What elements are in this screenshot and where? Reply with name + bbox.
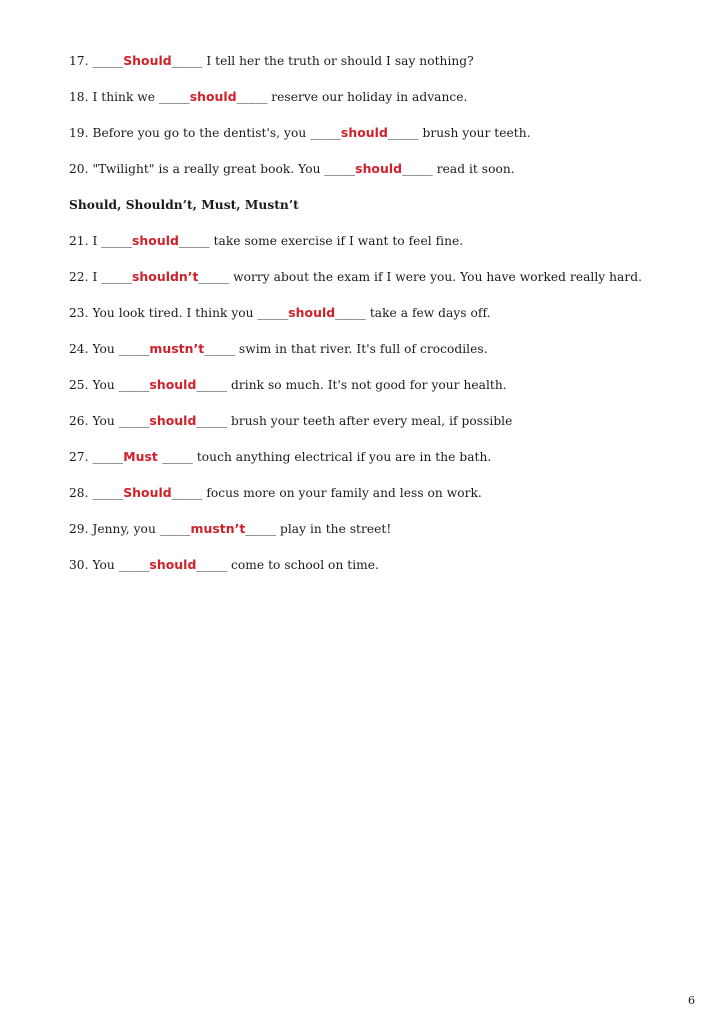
item-suffix: _____ drink so much. It's not good for your health. bbox=[196, 378, 507, 392]
exercise-item-19 bbox=[69, 125, 531, 141]
answer-text: should bbox=[355, 161, 403, 176]
item-prefix: 27. _____ bbox=[69, 450, 124, 464]
answer-text: mustn’t bbox=[149, 341, 205, 356]
item-suffix: _____ take a few days off. bbox=[335, 306, 491, 320]
exercise-item-26 bbox=[69, 413, 512, 429]
exercise-item-30 bbox=[69, 557, 379, 573]
item-suffix: _____ brush your teeth after every meal, if possible bbox=[196, 414, 513, 428]
answer-text: should bbox=[149, 377, 197, 392]
exercise-item-18 bbox=[69, 89, 467, 105]
item-prefix: 25. You _____ bbox=[69, 378, 150, 392]
item-prefix: 26. You _____ bbox=[69, 414, 150, 428]
item-prefix: 20. "Twilight" is a really great book. You _____ bbox=[69, 162, 356, 176]
answer-text: should bbox=[149, 413, 197, 428]
section-heading: Should, Shouldn’t, Must, Mustn’t bbox=[69, 198, 299, 212]
item-suffix: _____ come to school on time. bbox=[196, 558, 379, 572]
item-prefix: 21. I _____ bbox=[69, 234, 132, 248]
answer-text: shouldn’t bbox=[131, 269, 199, 284]
item-prefix: 19. Before you go to the dentist's, you _____ bbox=[69, 126, 341, 140]
exercise-item-28 bbox=[69, 485, 482, 501]
answer-text: Should bbox=[123, 485, 172, 500]
item-prefix: 28. _____ bbox=[69, 486, 124, 500]
item-suffix: _____ touch anything electrical if you are in the bath. bbox=[162, 450, 492, 464]
exercise-item-22 bbox=[69, 269, 642, 285]
answer-text: should bbox=[340, 125, 388, 140]
exercise-item-29 bbox=[69, 521, 391, 537]
exercise-item-25 bbox=[69, 377, 507, 393]
item-prefix: 22. I _____ bbox=[69, 270, 132, 284]
item-suffix: _____ brush your teeth. bbox=[387, 126, 531, 140]
item-suffix: _____ focus more on your family and less on work. bbox=[171, 486, 482, 500]
item-suffix: _____ worry about the exam if I were you. You have worked really hard. bbox=[198, 270, 643, 284]
exercise-item-27 bbox=[69, 449, 491, 465]
item-prefix: 29. Jenny, you _____ bbox=[69, 522, 191, 536]
exercise-item-20 bbox=[69, 161, 515, 177]
item-prefix: 17. _____ bbox=[69, 54, 124, 68]
item-prefix: 18. I think we _____ bbox=[69, 90, 190, 104]
answer-text: mustn’t bbox=[190, 521, 246, 536]
answer-text: Must bbox=[123, 449, 163, 464]
answer-text: Should bbox=[123, 53, 172, 68]
exercise-item-21 bbox=[69, 233, 463, 249]
item-prefix: 23. You look tired. I think you _____ bbox=[69, 306, 289, 320]
item-prefix: 24. You _____ bbox=[69, 342, 150, 356]
exercise-item-23 bbox=[69, 305, 491, 321]
item-prefix: 30. You _____ bbox=[69, 558, 150, 572]
item-suffix: _____ reserve our holiday in advance. bbox=[236, 90, 468, 104]
answer-text: should bbox=[149, 557, 197, 572]
exercise-item-17 bbox=[69, 53, 474, 69]
answer-text: should bbox=[131, 233, 179, 248]
item-suffix: _____ swim in that river. It's full of crocodiles. bbox=[204, 342, 488, 356]
item-suffix: _____ take some exercise if I want to feel fine. bbox=[178, 234, 464, 248]
exercise-item-24 bbox=[69, 341, 488, 357]
item-suffix: _____ play in the street! bbox=[245, 522, 392, 536]
answer-text: should bbox=[288, 305, 336, 320]
item-suffix: _____ I tell her the truth or should I say nothing? bbox=[171, 54, 474, 68]
page-number: 6 bbox=[688, 994, 695, 1007]
answer-text: should bbox=[189, 89, 237, 104]
item-suffix: _____ read it soon. bbox=[402, 162, 515, 176]
